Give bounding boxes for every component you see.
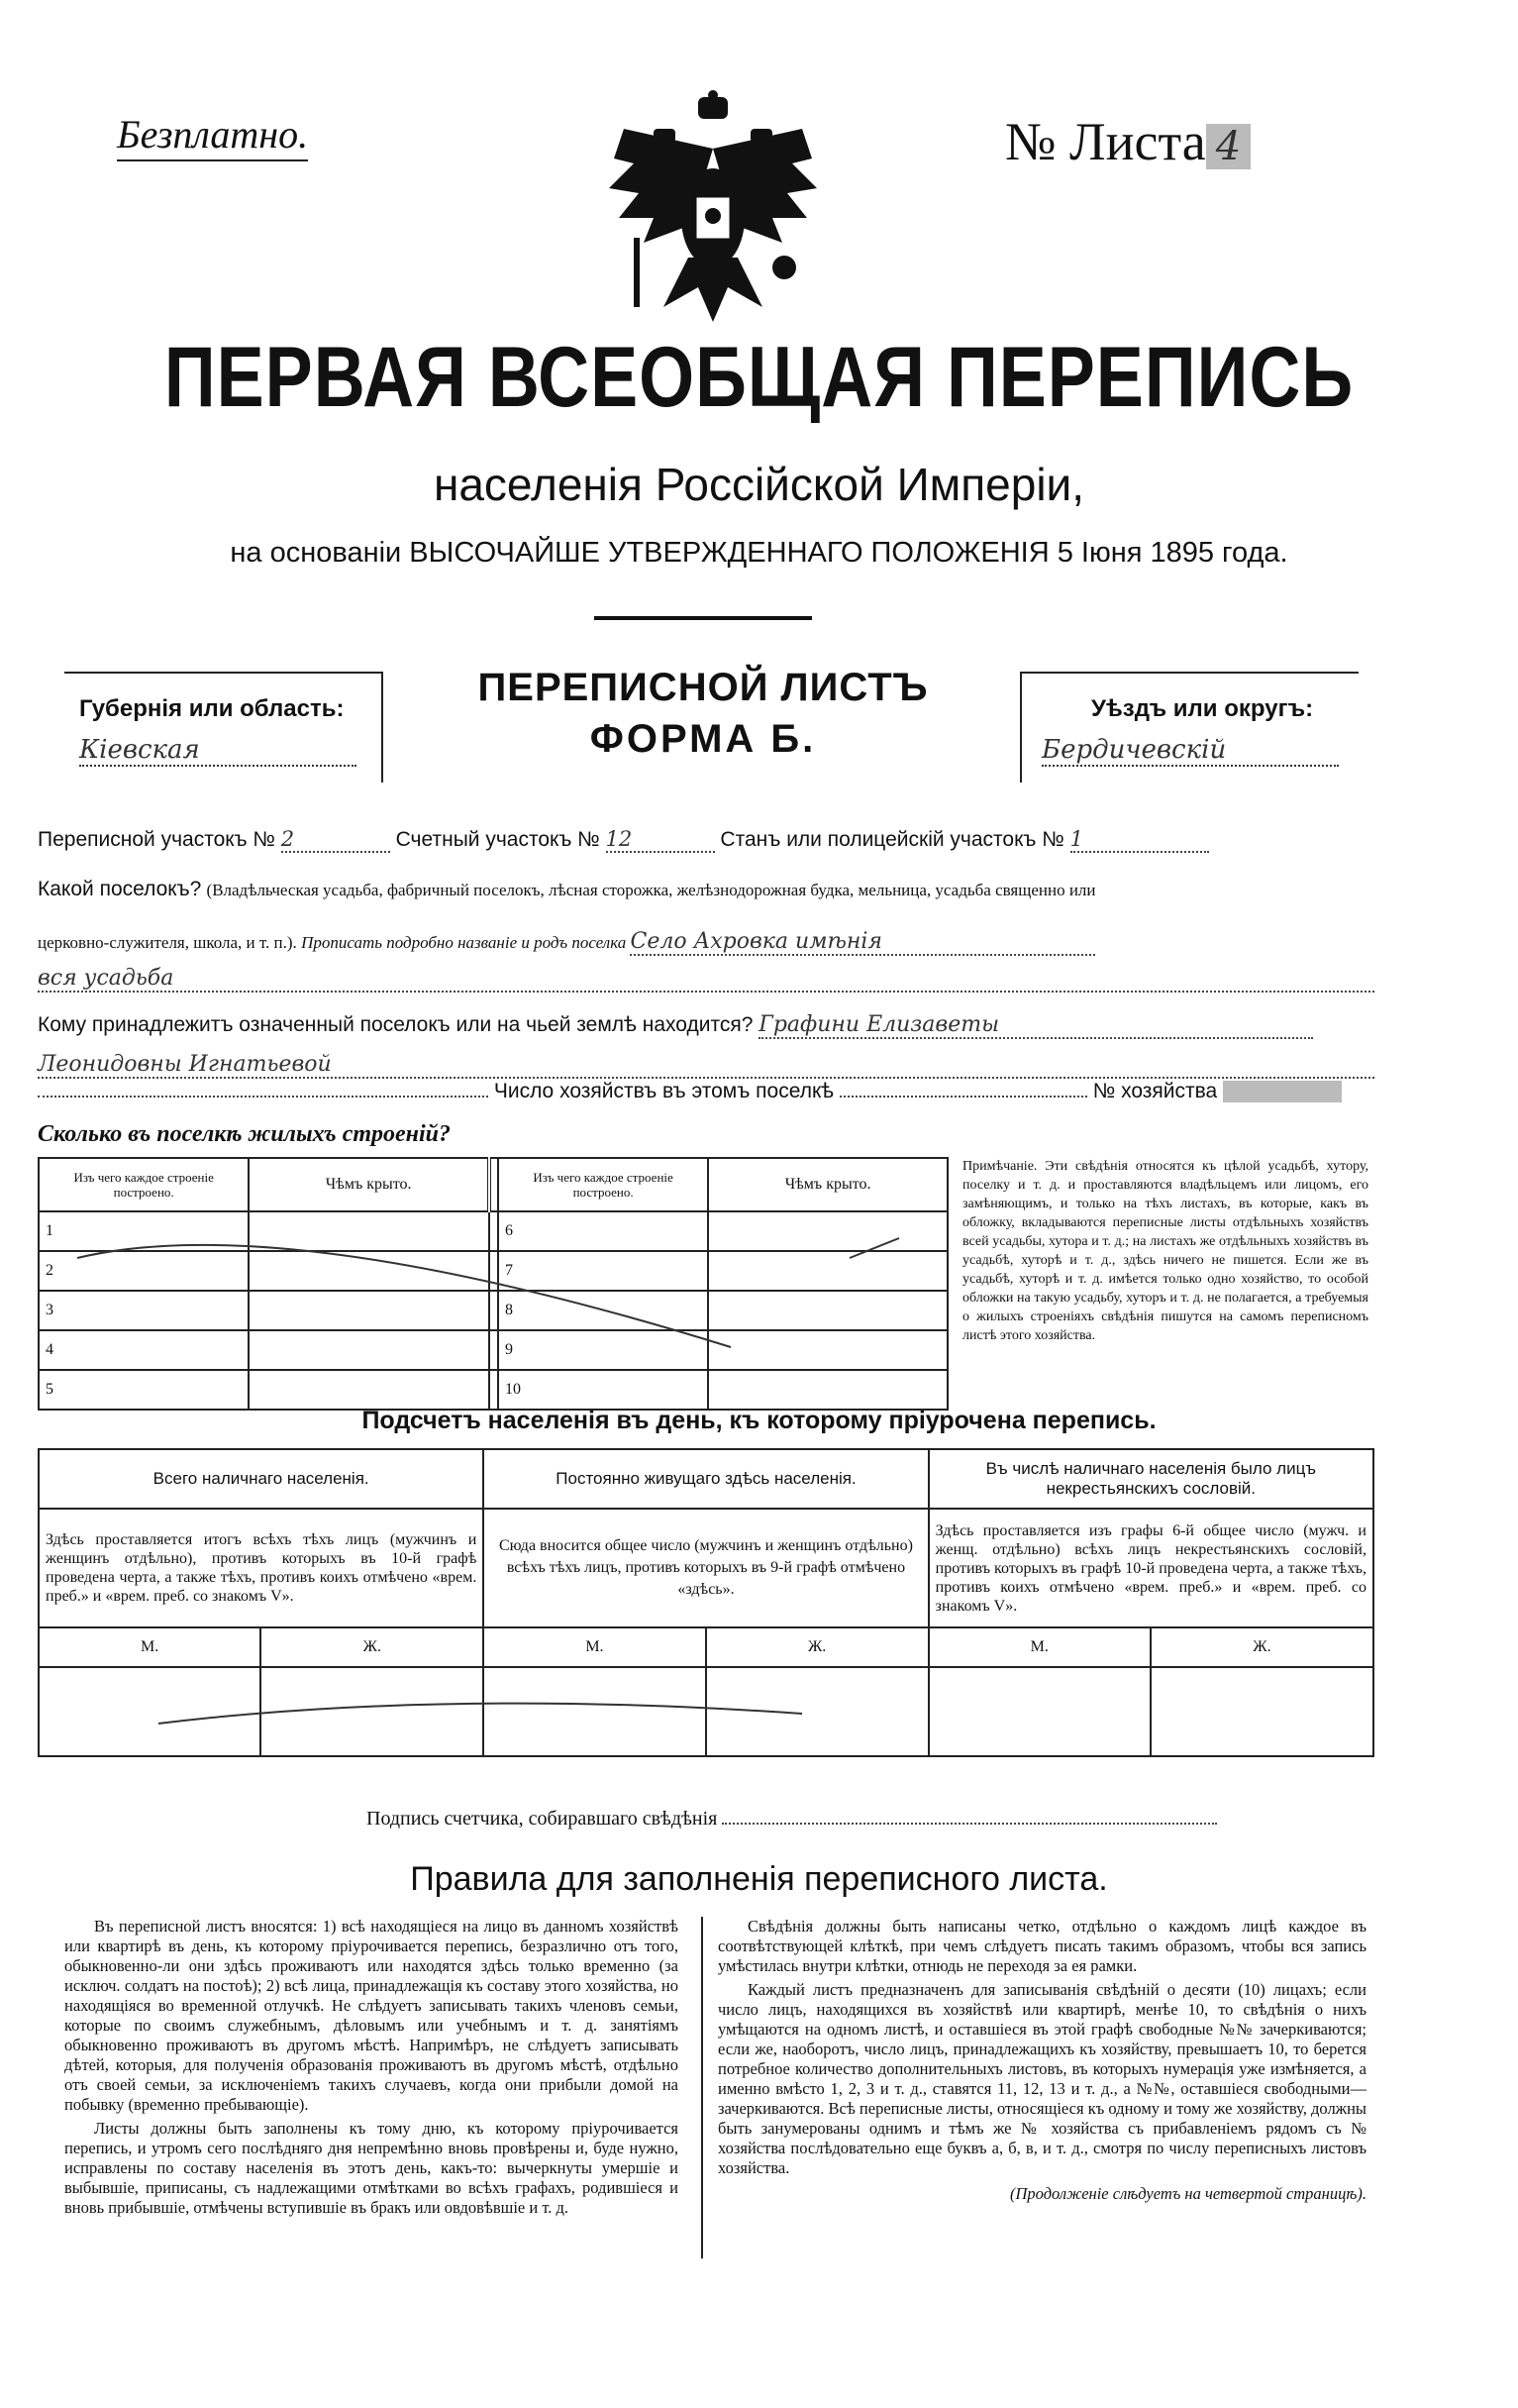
count-zh-1: Ж. (260, 1627, 483, 1667)
uezd-value: Бердичевскій (1042, 735, 1339, 767)
count-zh-2: Ж. (706, 1627, 929, 1667)
free-label: Безплатно. (117, 111, 308, 161)
settlement-question: Какой поселокъ? (38, 878, 202, 900)
count-col-non-peasant: Въ числѣ наличнаго населенія было лицъ некрестьянскихъ сословій. (929, 1449, 1373, 1509)
table-row: 4 (39, 1330, 249, 1370)
settlement-value-1: Село Ахровка имѣнія (630, 929, 1095, 956)
settlement-value-2: вся усадьба (38, 966, 1374, 993)
count-m-2: М. (483, 1627, 705, 1667)
signature-label: Подпись счетчика, собиравшаго свѣдѣнія (366, 1808, 718, 1830)
strike-through-line (38, 1218, 949, 1367)
count-text-present: Здѣсь проставляется итогъ всѣхъ тѣхъ лицъ (мужчинъ и женщинъ отдѣльно), противъ которыхъ въ 10-й графѣ проведена черта, а также тѣхъ, противъ коихъ отмѣчено «врем. преб.» и «врем. преб. со знакомъ V». (39, 1509, 483, 1627)
buildings-col-roof: Чѣмъ крыто. (249, 1158, 489, 1211)
owner-value-1: Графини Елизаветы (759, 1012, 1313, 1039)
count-heading: Подсчетъ населенія въ день, къ которому пріурочена перепись. (361, 1407, 1157, 1434)
rules-title: Правила для заполненія переписного листа. (410, 1860, 1108, 1898)
table-row: 3 (39, 1291, 249, 1330)
owner-value-2: Леонидовны Игнатьевой (38, 1052, 1374, 1079)
settlement-instruction: Прописать подробно названіе и родъ поселка (301, 933, 627, 952)
uezd-label: Уѣздъ или округъ: (1091, 695, 1314, 722)
owner-question: Кому принадлежитъ означенный поселокъ или на чьей землѣ находится? (38, 1013, 754, 1036)
divider (594, 616, 812, 620)
rules-divider (701, 1917, 703, 2258)
gubernia-box (64, 672, 383, 783)
count-col-resident: Постоянно живущаго здѣсь населенія. (483, 1449, 928, 1509)
rules-right-p2: Каждый листъ предназначенъ для записыванія свѣдѣній о десяти (10) лицахъ; если число лицъ, находящихся въ хозяйствѣ или квартирѣ, менѣе 10, то свѣдѣнія о нихъ умѣщаются на одномъ листѣ, и оставшіеся въ этой графѣ свободные №№ зачеркиваются; если же, наоборотъ, число лицъ, принадлежащихъ къ хозяйству, превышаетъ 10, то берется потребное количество дополнительныхъ листовъ, въ которыхъ нумерація уже измѣняется, а именно вмѣсто 1, 2, 3 и т. д., ставятся 11, 12, 13 и т. д., а №№, оставшіеся свободными—зачеркиваются. Всѣ переписные листы, относящіеся къ одному и тому же хозяйству, должны быть занумерованы однимъ и тѣмъ же № хозяйства съ прибавленіемъ рядомъ съ № хозяйства послѣдовательно еще буквъ а, б, в, и т. д., смотря по числу переписныхъ листовъ хозяйства. (718, 1980, 1366, 2177)
census-district-label: Переписной участокъ № (38, 828, 275, 851)
rules-left (64, 1917, 678, 2218)
table-row: 1 (39, 1211, 249, 1251)
gubernia-value: Кіевская (79, 735, 356, 767)
households-label: Число хозяйствъ въ этомъ поселкѣ (493, 1080, 835, 1102)
buildings-col-material-2: Изъ чего каждое строеніе построено. (498, 1158, 708, 1211)
table-row: 9 (498, 1330, 708, 1370)
count-col-present: Всего наличнаго населенія. (39, 1449, 483, 1509)
buildings-col-material: Изъ чего каждое строеніе построено. (39, 1158, 249, 1211)
count-m-1: М. (39, 1627, 260, 1667)
buildings-col-roof-2: Чѣмъ крыто. (708, 1158, 948, 1211)
buildings-question: Сколько въ поселкѣ жилыхъ строеній? (38, 1121, 451, 1147)
owner-row (38, 1012, 1313, 1039)
stan-value: 1 (1070, 827, 1209, 853)
signature-row (366, 1808, 1217, 1831)
count-text-resident: Сюда вносится общее число (мужчинъ и женщинъ отдѣльно) всѣхъ тѣхъ лицъ, противъ которыхъ въ 9-й графѣ отмѣчено «здѣсь». (483, 1509, 928, 1627)
sheet-title: ПЕРЕПИСНОЙ ЛИСТЪ (477, 666, 929, 709)
count-text-non-peasant: Здѣсь проставляется изъ графы 6-й общее число (мужч. и женщ. отдѣльно) всѣхъ лицъ некрестьянскихъ сословій, противъ которыхъ въ графѣ 10-й проведена черта, а также тѣхъ, противъ коихъ отмѣчено «врем. преб.» и «врем. преб. со знакомъ V». (929, 1509, 1373, 1627)
gubernia-label: Губернія или область: (79, 695, 345, 722)
census-district-value: 2 (281, 827, 390, 853)
settlement-row (38, 877, 1096, 901)
table-row: 8 (498, 1291, 708, 1330)
counting-district-value: 12 (606, 827, 715, 853)
rules-left-p2: Листы должны быть заполнены къ тому дню, къ которому пріурочивается перепись, и утромъ сего послѣдняго дня непремѣнно вновь провѣрены и, буде нужно, исправлены по составу населенія въ этотъ день, какъ-то: вычеркнуты умершіе и выбывшіе, приписаны, съ надлежащими отмѣтками во всѣхъ графахъ, родившіеся и вновь прибывшіе, отмѣчены вступившіе въ бракъ или овдовѣвшіе и т. д. (64, 2119, 678, 2217)
table-row: 7 (498, 1251, 708, 1291)
double-eagle-emblem-icon (604, 89, 822, 327)
counting-district-label: Счетный участокъ № (395, 828, 600, 851)
rules-right-p1: Свѣдѣнія должны быть написаны четко, отдѣльно о каждомъ лицѣ каждое въ соотвѣтствующей клѣткѣ, при чемъ слѣдуетъ писать такимъ образомъ, чтобы вся запись умѣстилась внутри клѣтки, отнюдь не переходя за ея рамки. (718, 1917, 1366, 1975)
settlement-hint-2: церковно-служителя, школа, и т. п.). (38, 933, 297, 952)
rules-right (718, 1917, 1366, 2204)
form-name: ФОРМА Б. (589, 717, 817, 761)
sheet-number-value: 4 (1206, 124, 1251, 169)
count-zh-3: Ж. (1151, 1627, 1373, 1667)
sheet-number-label: № Листа (1005, 112, 1206, 171)
strike-through-line (149, 1694, 842, 1733)
rules-continued: (Продолженіе слѣдуетъ на четвертой страницѣ). (1010, 2184, 1366, 2203)
households-row (38, 1080, 1374, 1103)
rules-left-p1: Въ переписной листъ вносятся: 1) всѣ находящіеся на лицо въ данномъ хозяйствѣ или квартирѣ въ день, къ которому пріурочивается перепись, безразлично отъ того, обыкновенно-ли они здѣсь проживаютъ или находятся здѣсь только временно (за исключ. солдатъ на постоѣ); 2) всѣ лица, принадлежащія къ составу этого хозяйства, но находящіяся во временной отлучкѣ. Не слѣдуетъ записывать такихъ членовъ семьи, которые по своимъ служебнымъ, дѣловымъ или учебнымъ и т. д. занятіямъ обыкновенно проживаютъ въ другомъ мѣстѣ. Напримѣръ, не слѣдуетъ записывать дѣтей, которыя, для полученія образованія проживаютъ въ другомъ мѣстѣ, отдѣльно отъ своей семьи, за исключеніемъ такихъ случаевъ, когда они прибыли домой на побывку (временно пребывающіе). (64, 1917, 678, 2114)
main-subtitle: населенія Россійской Имперіи, (433, 459, 1085, 510)
stan-label: Станъ или полицейскій участокъ № (720, 828, 1064, 851)
sheet-number (1005, 111, 1251, 172)
count-m-3: М. (929, 1627, 1151, 1667)
table-row: 2 (39, 1251, 249, 1291)
table-row: 10 (498, 1370, 708, 1410)
settlement-hint: (Владѣльческая усадьба, фабричный поселокъ, лѣсная сторожка, желѣзнодорожная будка, мельница, усадьба священно или (206, 881, 1096, 899)
main-title: ПЕРВАЯ ВСЕОБЩАЯ ПЕРЕПИСЬ (163, 330, 1355, 425)
table-row: 6 (498, 1211, 708, 1251)
household-no-label: № хозяйства (1092, 1080, 1218, 1102)
uezd-box (1020, 672, 1359, 783)
settlement-row-2 (38, 929, 1095, 956)
district-row (38, 827, 1209, 853)
basis-line: на основаніи ВЫСОЧАЙШЕ УТВЕРЖДЕННАГО ПОЛОЖЕНІЯ 5 Іюня 1895 года. (230, 537, 1288, 569)
buildings-note: Примѣчаніе. Эти свѣдѣнія относятся къ цѣлой усадьбѣ, хутору, поселку и т. д. и проставляются владѣльцемъ или лицомъ, его замѣняющимъ, и только на тѣхъ листахъ, въ которые, какъ въ обложку, вкладываются переписные листы отдѣльныхъ хозяйствъ всей усадьбы, хутора и т. д.; на листахъ же отдѣльныхъ хозяйствъ въ усадьбѣ, хуторѣ и т. д., здѣсь ничего не пишется. Если же въ усадьбѣ, хуторѣ и т. д. имѣется только одно хозяйство, то особой обложки на такую усадьбу, хуторъ и т. д. не полагается, а требуемыя о жилыхъ строеніяхъ свѣдѣнія пишутся на самомъ переписномъ листѣ этого хозяйства. (962, 1159, 1368, 1343)
table-row: 5 (39, 1370, 249, 1410)
